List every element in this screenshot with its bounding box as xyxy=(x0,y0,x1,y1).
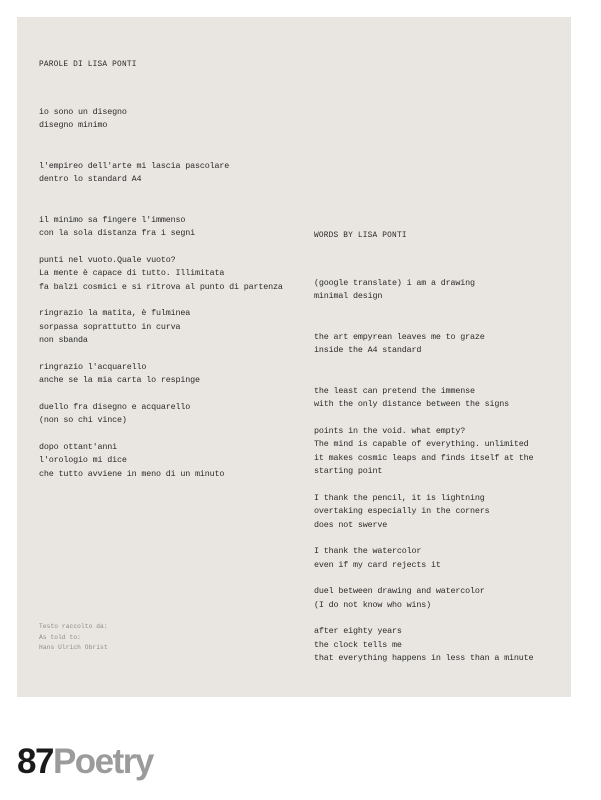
english-stanza xyxy=(314,585,564,612)
italian-stanza xyxy=(39,106,309,133)
poem-line: dopo ottant'anni xyxy=(39,441,118,452)
poem-line: dentro lo standard A4 xyxy=(39,174,142,184)
italian-stanza xyxy=(39,401,309,428)
poem-line: I thank the pencil, it is lightning xyxy=(314,492,485,503)
italian-stanza xyxy=(39,361,309,388)
poem-line: (google translate) i am a drawing xyxy=(314,277,475,288)
poem-line: the least can pretend the immense xyxy=(314,385,475,396)
poem-line: The mind is capable of everything. unlimited xyxy=(314,439,529,449)
english-stanza xyxy=(314,492,564,533)
english-stanza xyxy=(314,425,564,479)
english-stanza xyxy=(314,385,564,412)
italian-stanza xyxy=(39,307,309,348)
italian-stanza xyxy=(39,441,309,482)
poem-line: the clock tells me xyxy=(314,639,402,650)
poem-line: starting point xyxy=(314,466,383,476)
poem-line: overtaking especially in the corners xyxy=(314,506,490,516)
poem-line: I thank the watercolor xyxy=(314,546,422,556)
poem-line: l'orologio mi dice xyxy=(39,455,127,465)
credit-note xyxy=(39,622,108,654)
italian-poem xyxy=(39,59,309,494)
poem-line: after eighty years xyxy=(314,626,402,636)
english-stanza xyxy=(314,545,564,572)
italian-title: PAROLE DI LISA PONTI xyxy=(39,61,137,69)
poem-line: che tutto avviene in meno di un minuto xyxy=(39,468,225,479)
page-number: 87 xyxy=(17,742,53,781)
poem-line: anche se la mia carta lo respinge xyxy=(39,375,200,385)
poem-line: even if my card rejects it xyxy=(314,559,441,570)
credit-line: Testo raccolto da: xyxy=(39,623,108,630)
poem-line: con la sola distanza fra i segni xyxy=(39,228,196,238)
english-title: WORDS BY LISA PONTI xyxy=(314,232,407,240)
poem-line: with the only distance between the signs xyxy=(314,399,510,409)
poem-line: l'empireo dell'arte mi lascia pascolare xyxy=(39,160,230,171)
poem-line: fa balzi cosmici e si ritrova al punto di partenza xyxy=(39,281,283,292)
poem-line: io sono un disegno xyxy=(39,106,127,117)
poem-line: (non so chi vince) xyxy=(39,415,127,425)
poem-line: La mente è capace di tutto. Illimitata xyxy=(39,268,225,278)
poem-line: inside the A4 standard xyxy=(314,345,422,355)
english-stanza xyxy=(314,625,564,666)
english-stanza xyxy=(314,331,564,358)
poem-line: punti nel vuoto.Quale vuoto? xyxy=(39,254,176,265)
poem-page xyxy=(17,17,571,697)
english-stanza xyxy=(314,277,564,304)
poem-line: minimal design xyxy=(314,291,383,301)
credit-author: Hans Ulrich Obrist xyxy=(39,644,108,651)
poem-line: ringrazio la matita, è fulminea xyxy=(39,308,191,318)
english-poem xyxy=(314,230,564,679)
poem-line: il minimo sa fingere l'immenso xyxy=(39,214,186,225)
poem-line: it makes cosmic leaps and finds itself at the xyxy=(314,452,534,463)
poem-line: duello fra disegno e acquarello xyxy=(39,401,191,412)
poem-line: points in the void. what empty? xyxy=(314,425,466,436)
italian-stanza xyxy=(39,254,309,295)
poem-line: disegno minimo xyxy=(39,120,108,130)
poem-line: duel between drawing and watercolor xyxy=(314,586,485,596)
poem-line: that everything happens in less than a minute xyxy=(314,653,534,663)
page-footer xyxy=(17,742,153,782)
poem-line: (I do not know who wins) xyxy=(314,599,432,610)
poem-line: does not swerve xyxy=(314,519,388,530)
poem-line: the art empyrean leaves me to graze xyxy=(314,331,485,342)
poem-line: non sbanda xyxy=(39,335,88,345)
italian-stanza xyxy=(39,160,309,187)
poem-line: sorpassa soprattutto in curva xyxy=(39,321,181,332)
section-title: Poetry xyxy=(52,742,153,781)
credit-line: As told to: xyxy=(39,633,81,641)
poem-line: ringrazio l'acquarello xyxy=(39,361,147,372)
italian-stanza xyxy=(39,214,309,241)
